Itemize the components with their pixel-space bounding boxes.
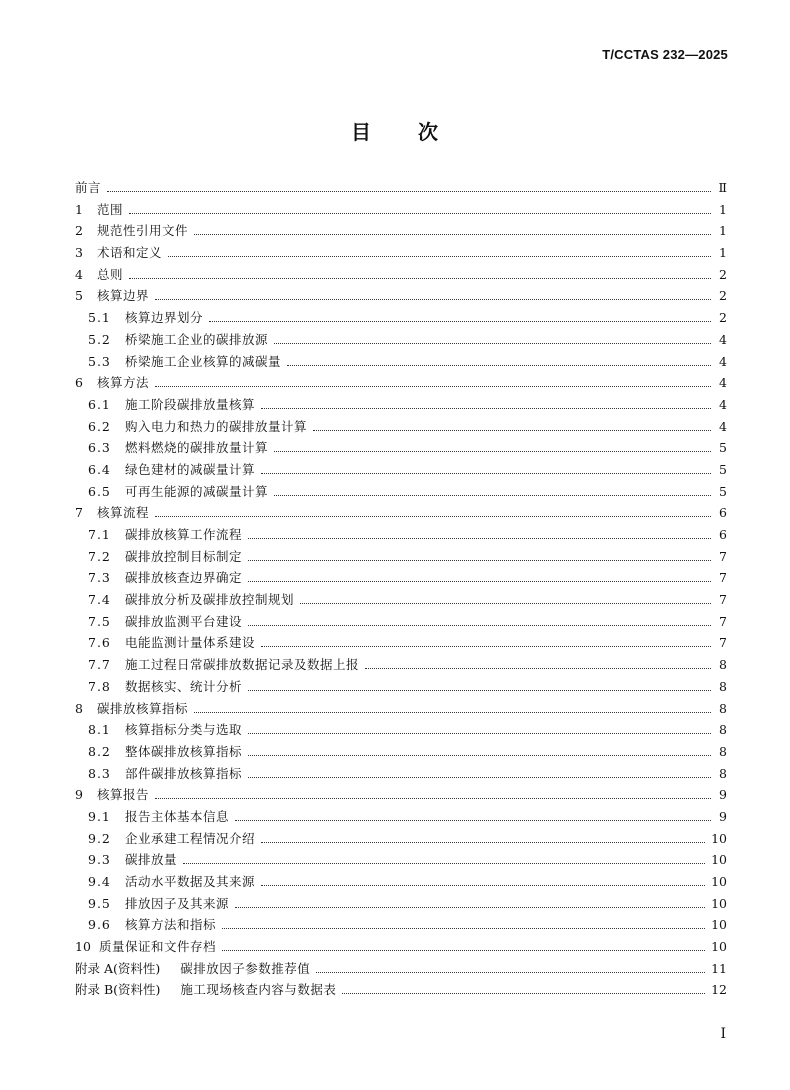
toc-entry-number: 7.7 — [88, 657, 111, 673]
toc-entry-title: 施工现场核查内容与数据表 — [180, 982, 337, 998]
toc-entry-number: 6.5 — [88, 483, 111, 499]
toc-entry-number: 6.3 — [88, 440, 111, 456]
toc-entry-page: 6 — [719, 505, 727, 521]
title-char-2: 次 — [418, 120, 439, 144]
toc-entry-number: 8.3 — [88, 765, 111, 781]
toc-entry-number: 5.1 — [88, 310, 111, 326]
toc-entry-number: 附录 A(资料性) — [75, 960, 161, 976]
toc-entry-title: 碳排放监测平台建设 — [125, 613, 243, 629]
toc-entry-number: 6.4 — [88, 461, 111, 477]
toc-entry-page: Ⅱ — [718, 180, 727, 195]
toc-entry-title: 部件碳排放核算指标 — [125, 765, 243, 781]
toc-entry-number: 5.2 — [88, 331, 111, 347]
dot-leader — [168, 256, 711, 257]
dot-leader — [155, 386, 711, 387]
toc-entry-title: 核算边界划分 — [125, 310, 204, 326]
toc-entry-number: 7.5 — [88, 613, 111, 629]
toc-entry-page: 10 — [711, 895, 727, 911]
toc-entry-page: 1 — [719, 223, 727, 239]
toc-entry-title: 施工过程日常碳排放数据记录及数据上报 — [125, 657, 360, 673]
toc-entry-page: 4 — [719, 353, 727, 369]
toc-entry-title: 总则 — [97, 266, 124, 282]
toc-entry-page: 11 — [711, 960, 727, 976]
toc-entry-title: 碳排放量 — [125, 852, 178, 868]
toc-entry-title: 核算边界 — [97, 288, 150, 304]
toc-entry[interactable] — [75, 265, 727, 287]
toc-entry-page: 7 — [719, 548, 727, 564]
standard-number: T/CCTAS 232—2025 — [602, 47, 728, 62]
toc-entry-title: 碳排放核查边界确定 — [125, 570, 243, 586]
toc-entry-title: 核算流程 — [97, 505, 150, 521]
toc-entry[interactable] — [75, 785, 727, 807]
toc-entry[interactable] — [75, 221, 727, 243]
toc-entry-title: 核算指标分类与选取 — [125, 722, 243, 738]
dot-leader — [248, 538, 711, 539]
dot-leader — [313, 430, 711, 431]
toc-entry-page: 8 — [719, 657, 727, 673]
toc-entry[interactable] — [75, 655, 727, 677]
dot-leader — [129, 278, 711, 279]
dot-leader — [248, 733, 711, 734]
dot-leader — [235, 820, 711, 821]
toc-entry-page: 12 — [711, 982, 727, 998]
toc-entry-page: 10 — [711, 874, 727, 889]
toc-entry-page: 7 — [719, 592, 727, 608]
toc-entry-title: 碳排放核算指标 — [97, 700, 189, 716]
dot-leader — [248, 690, 711, 691]
toc-entry-title: 质量保证和文件存档 — [99, 939, 217, 955]
dot-leader — [261, 646, 711, 647]
toc-entry[interactable] — [75, 850, 727, 872]
toc-entry-number: 7.4 — [88, 592, 111, 608]
toc-entry-title: 燃料燃烧的碳排放量计算 — [125, 440, 269, 456]
dot-leader — [235, 907, 705, 908]
toc-entry-page: 7 — [719, 570, 727, 586]
dot-leader — [274, 343, 711, 344]
toc-entry-title: 核算方法 — [97, 375, 150, 391]
toc-entry[interactable] — [75, 872, 727, 894]
toc-entry-number: 5 — [75, 288, 83, 304]
toc-entry[interactable] — [75, 525, 727, 547]
toc-entry-title: 规范性引用文件 — [97, 223, 189, 239]
toc-entry-page: 4 — [719, 396, 727, 412]
dot-leader — [274, 451, 711, 452]
dot-leader — [261, 885, 705, 886]
toc-entry-title: 整体碳排放核算指标 — [125, 743, 243, 759]
page-number: I — [720, 1026, 726, 1042]
toc-entry-title: 可再生能源的减碳量计算 — [125, 483, 269, 499]
toc-entry[interactable] — [75, 243, 727, 265]
toc-entry-title: 施工阶段碳排放量核算 — [125, 396, 256, 412]
dot-leader — [194, 712, 711, 713]
toc-entry-title: 前言 — [75, 180, 102, 195]
toc-entry-page: 10 — [711, 939, 727, 955]
toc-entry[interactable] — [75, 959, 727, 981]
toc-entry[interactable] — [75, 330, 727, 352]
toc-entry-page: 8 — [719, 743, 727, 759]
toc-entry-title: 活动水平数据及其来源 — [125, 874, 256, 889]
dot-leader — [129, 213, 711, 214]
toc-entry[interactable] — [75, 764, 727, 786]
toc-entry-title: 桥梁施工企业的碳排放源 — [125, 331, 269, 347]
dot-leader — [155, 299, 711, 300]
toc-entry-page: 8 — [719, 765, 727, 781]
toc-entry-page: 5 — [719, 461, 727, 477]
toc-entry-title: 范围 — [97, 201, 124, 217]
dot-leader — [300, 603, 711, 604]
toc-entry-number: 7.3 — [88, 570, 111, 586]
toc-entry-number: 2 — [75, 223, 83, 239]
toc-entry-title: 绿色建材的减碳量计算 — [125, 461, 256, 477]
dot-leader — [183, 863, 705, 864]
table-of-contents — [75, 178, 727, 1002]
toc-entry[interactable] — [75, 980, 727, 1002]
dot-leader — [261, 842, 705, 843]
toc-entry-page: 6 — [719, 527, 727, 542]
toc-entry-number: 9.1 — [88, 808, 111, 824]
dot-leader — [287, 365, 711, 366]
toc-entry-number: 10 — [75, 939, 91, 955]
toc-entry[interactable] — [75, 373, 727, 395]
toc-entry-title: 购入电力和热力的碳排放量计算 — [125, 418, 308, 434]
toc-entry[interactable] — [75, 286, 727, 308]
page-title — [0, 116, 790, 145]
dot-leader — [248, 581, 711, 582]
toc-entry-number: 9.3 — [88, 852, 111, 868]
toc-entry[interactable] — [75, 395, 727, 417]
dot-leader — [222, 928, 705, 929]
toc-entry-page: 8 — [719, 678, 727, 694]
toc-entry-page: 2 — [719, 288, 727, 304]
toc-entry-number: 7.8 — [88, 678, 111, 694]
toc-entry-page: 10 — [711, 830, 727, 846]
title-char-1: 目 — [351, 120, 372, 144]
toc-entry-number: 9.5 — [88, 895, 111, 911]
toc-entry[interactable] — [75, 308, 727, 330]
toc-entry[interactable] — [75, 720, 727, 742]
toc-entry[interactable] — [75, 547, 727, 569]
toc-entry-page: 2 — [719, 310, 727, 326]
dot-leader — [316, 972, 705, 973]
dot-leader — [248, 755, 711, 756]
toc-entry-number: 6.1 — [88, 396, 111, 412]
toc-entry-number: 7.6 — [88, 635, 111, 651]
toc-entry-title: 碳排放控制目标制定 — [125, 548, 243, 564]
dot-leader — [248, 625, 711, 626]
dot-leader — [155, 798, 711, 799]
toc-entry-title: 报告主体基本信息 — [125, 808, 230, 824]
dot-leader — [365, 668, 711, 669]
toc-entry-page: 10 — [711, 917, 727, 933]
toc-entry[interactable] — [75, 633, 727, 655]
toc-entry[interactable] — [75, 200, 727, 222]
toc-entry[interactable] — [75, 894, 727, 916]
toc-entry-number: 3 — [75, 245, 83, 261]
toc-entry-number: 5.3 — [88, 353, 111, 369]
toc-entry-number: 9 — [75, 787, 83, 803]
toc-entry[interactable] — [75, 915, 727, 937]
toc-entry-number: 8.1 — [88, 722, 111, 738]
toc-entry-title: 核算方法和指标 — [125, 917, 217, 933]
toc-entry-title: 核算报告 — [97, 787, 150, 803]
toc-entry-page: 1 — [719, 245, 727, 261]
toc-entry-title: 碳排放分析及碳排放控制规划 — [125, 592, 295, 608]
toc-entry-title: 排放因子及其来源 — [125, 895, 230, 911]
dot-leader — [248, 777, 711, 778]
toc-entry-title: 企业承建工程情况介绍 — [125, 830, 256, 846]
toc-entry-page: 10 — [711, 852, 727, 868]
dot-leader — [209, 321, 711, 322]
toc-entry[interactable] — [75, 829, 727, 851]
toc-entry[interactable] — [75, 612, 727, 634]
toc-entry[interactable] — [75, 742, 727, 764]
toc-entry[interactable] — [75, 460, 727, 482]
toc-entry[interactable] — [75, 503, 727, 525]
toc-entry-number: 9.6 — [88, 917, 111, 933]
toc-entry[interactable] — [75, 677, 727, 699]
toc-entry-page: 5 — [719, 440, 727, 456]
toc-entry-number: 8 — [75, 700, 83, 716]
toc-entry-page: 7 — [719, 635, 727, 651]
toc-entry[interactable] — [75, 178, 727, 200]
toc-entry[interactable] — [75, 438, 727, 460]
dot-leader — [261, 473, 711, 474]
toc-entry-page: 9 — [719, 808, 727, 824]
toc-entry-page: 4 — [719, 375, 727, 391]
toc-entry-number: 7.2 — [88, 548, 111, 564]
dot-leader — [107, 191, 711, 192]
toc-entry[interactable] — [75, 352, 727, 374]
toc-entry-page: 8 — [719, 700, 727, 716]
dot-leader — [194, 234, 711, 235]
toc-entry-title: 碳排放核算工作流程 — [125, 527, 243, 542]
toc-entry[interactable] — [75, 699, 727, 721]
dot-leader — [248, 560, 711, 561]
dot-leader — [222, 950, 705, 951]
toc-entry[interactable] — [75, 482, 727, 504]
toc-entry-number: 6 — [75, 375, 83, 391]
toc-entry-title: 碳排放因子参数推荐值 — [180, 960, 311, 976]
toc-entry-number: 9.2 — [88, 830, 111, 846]
toc-entry-title: 桥梁施工企业核算的减碳量 — [125, 353, 282, 369]
toc-entry[interactable] — [75, 937, 727, 959]
toc-entry-page: 5 — [719, 483, 727, 499]
toc-entry-page: 8 — [719, 722, 727, 738]
dot-leader — [261, 408, 711, 409]
toc-entry-number: 7.1 — [88, 527, 111, 542]
toc-entry-page: 4 — [719, 331, 727, 347]
toc-entry-title: 数据核实、统计分析 — [125, 678, 243, 694]
toc-entry-title: 电能监测计量体系建设 — [125, 635, 256, 651]
toc-entry[interactable] — [75, 417, 727, 439]
toc-entry-number: 9.4 — [88, 874, 111, 889]
dot-leader — [342, 993, 705, 994]
toc-entry-number: 1 — [75, 201, 83, 217]
toc-entry-number: 4 — [75, 266, 83, 282]
toc-entry-number: 附录 B(资料性) — [75, 982, 161, 998]
toc-entry-page: 1 — [719, 201, 727, 217]
toc-entry[interactable] — [75, 807, 727, 829]
toc-entry-page: 9 — [719, 787, 727, 803]
toc-entry-page: 4 — [719, 418, 727, 434]
toc-entry-page: 7 — [719, 613, 727, 629]
toc-entry-number: 6.2 — [88, 418, 111, 434]
toc-entry-number: 8.2 — [88, 743, 111, 759]
toc-entry[interactable] — [75, 590, 727, 612]
toc-entry-number: 7 — [75, 505, 83, 521]
toc-entry-title: 术语和定义 — [97, 245, 163, 261]
dot-leader — [155, 516, 711, 517]
toc-entry[interactable] — [75, 568, 727, 590]
dot-leader — [274, 495, 711, 496]
toc-entry-page: 2 — [719, 266, 727, 282]
